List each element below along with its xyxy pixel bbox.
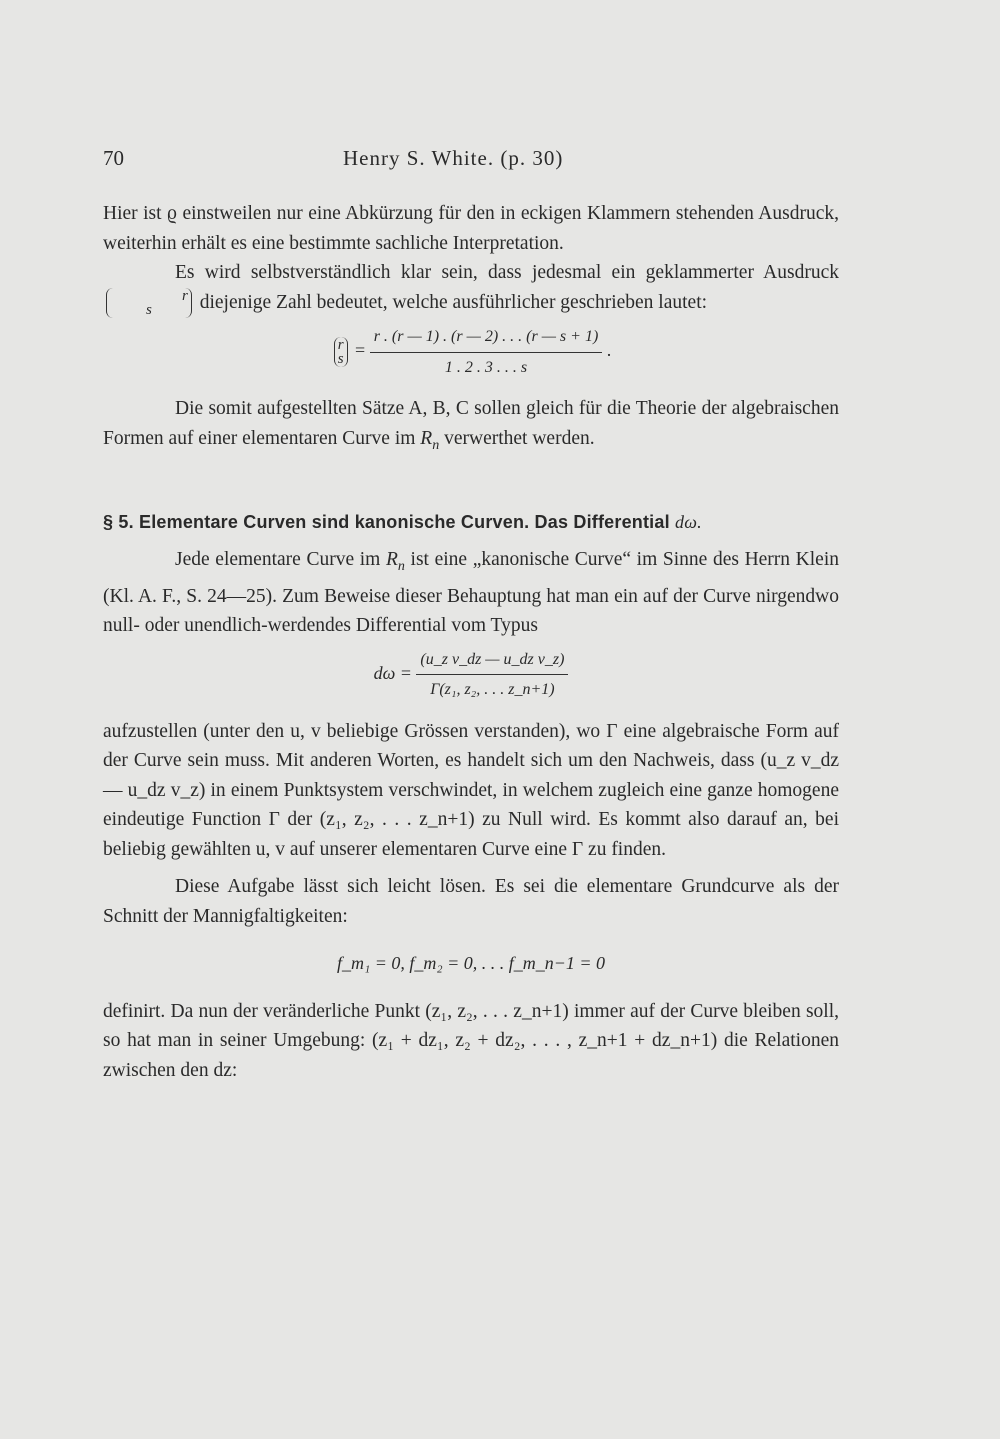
fraction-numerator: r . (r — 1) . (r — 2) . . . (r — s + 1) [370, 322, 603, 353]
running-title: Henry S. White. (p. 30) [343, 146, 564, 170]
page-body [103, 199, 839, 1085]
symbol-R-2: R [385, 549, 398, 571]
symbol-R: R [420, 427, 433, 449]
page-number: 70 [103, 146, 124, 170]
differential-fraction [416, 645, 568, 705]
manifold-equations: f_m₁ = 0, f_m₂ = 0, . . . f_m_n−1 = 0 [336, 953, 606, 974]
paragraph-4-text-b: ist eine „kanonische Curve“ im Sinne des Herrn Klein (Kl. A. F., S. 24—25). Zum Beweise dieser Behauptung hat man ein auf der Curve nirgendwo null- oder unendlich-werdendes Differential vom Typus [103, 549, 840, 637]
section-heading [103, 508, 839, 538]
paragraph-3-text-a: Die somit aufgestellten Sätze A, B, C sollen gleich für die Theorie der algebraischen Formen auf einer elementaren Curve im [103, 398, 839, 449]
binom-eq-bottom: s [337, 351, 344, 368]
symbol-n: n [432, 436, 440, 453]
paragraph-3-text-b: verwerthet werden. [444, 427, 595, 449]
section-heading-label: § 5. Elementare Curven sind kanonische Curven. Das Differential [103, 511, 670, 532]
binom-bottom: s [146, 302, 152, 319]
symbol-n-2: n [397, 558, 405, 575]
differential-lhs: dω = [373, 662, 412, 683]
paragraph-5: aufzustellen (unter den u, v beliebige Grössen verstanden), wo Γ eine algebraische Form auf der Curve sein muss. Mit anderen Worten, es handelt sich um den Nachweis, dass (u_z v_dz — u_dz v_z) in einem Punktsystem verschwindet, in welchem zugleich eine ganze homogene eindeutige Function Γ der (z₁, z₂, . . . z_n+1) zu Null wird. Es kommt also darauf an, bei beliebig gewählten u, v auf unserer elementaren Curve eine Γ zu finden. [103, 720, 839, 860]
paragraph-6: Diese Aufgabe lässt sich leicht lösen. Es sei die elementare Grundcurve als der Schnitt der Mannigfaltigkeiten: [103, 876, 839, 927]
binomial-symbol [106, 288, 192, 318]
equals-sign: = [355, 340, 366, 361]
binomial-formula [103, 318, 839, 386]
paragraph-2 [103, 258, 839, 318]
fraction-denominator: 1 . 2 . 3 . . . s [444, 358, 528, 376]
binom-eq-top: r [337, 337, 344, 354]
formula-period: . [606, 340, 612, 361]
paragraph-2-text-a: Es wird selbstverständlich klar sein, dass jedesmal ein geklammerter Ausdruck [175, 262, 839, 283]
binomial-fraction [370, 322, 603, 382]
section-heading-symbol: dω. [675, 511, 702, 532]
differential-numerator: (u_z v_dz — u_dz v_z) [416, 645, 568, 676]
paragraph-4 [103, 545, 839, 640]
differential-formula [103, 641, 839, 709]
paragraph-1: Hier ist ϱ einstweilen nur eine Abkürzung für den in eckigen Klammern stehenden Ausdruck, weiterhin erhält es eine bestimmte sachliche Interpretation. [103, 203, 839, 254]
paragraph-4-text-a: Jede elementare Curve im [175, 549, 381, 571]
differential-denominator: Γ(z₁, z₂, . . . z_n+1) [430, 681, 555, 699]
paragraph-3 [103, 394, 839, 460]
paragraph-7: definirt. Da nun der veränderliche Punkt (z₁, z₂, . . . z_n+1) immer auf der Curve bleiben soll, so hat man in seiner Umgebung: (z₁ + dz₁, z₂ + dz₂, . . . , z_n+1 + dz_n+1) die Relationen zwischen den dz: [103, 1000, 839, 1081]
binomial-symbol-eq [334, 337, 348, 367]
binom-top: r [182, 288, 188, 305]
paragraph-2-text-b: diejenige Zahl bedeutet, welche ausführlicher geschrieben lautet: [199, 291, 708, 313]
